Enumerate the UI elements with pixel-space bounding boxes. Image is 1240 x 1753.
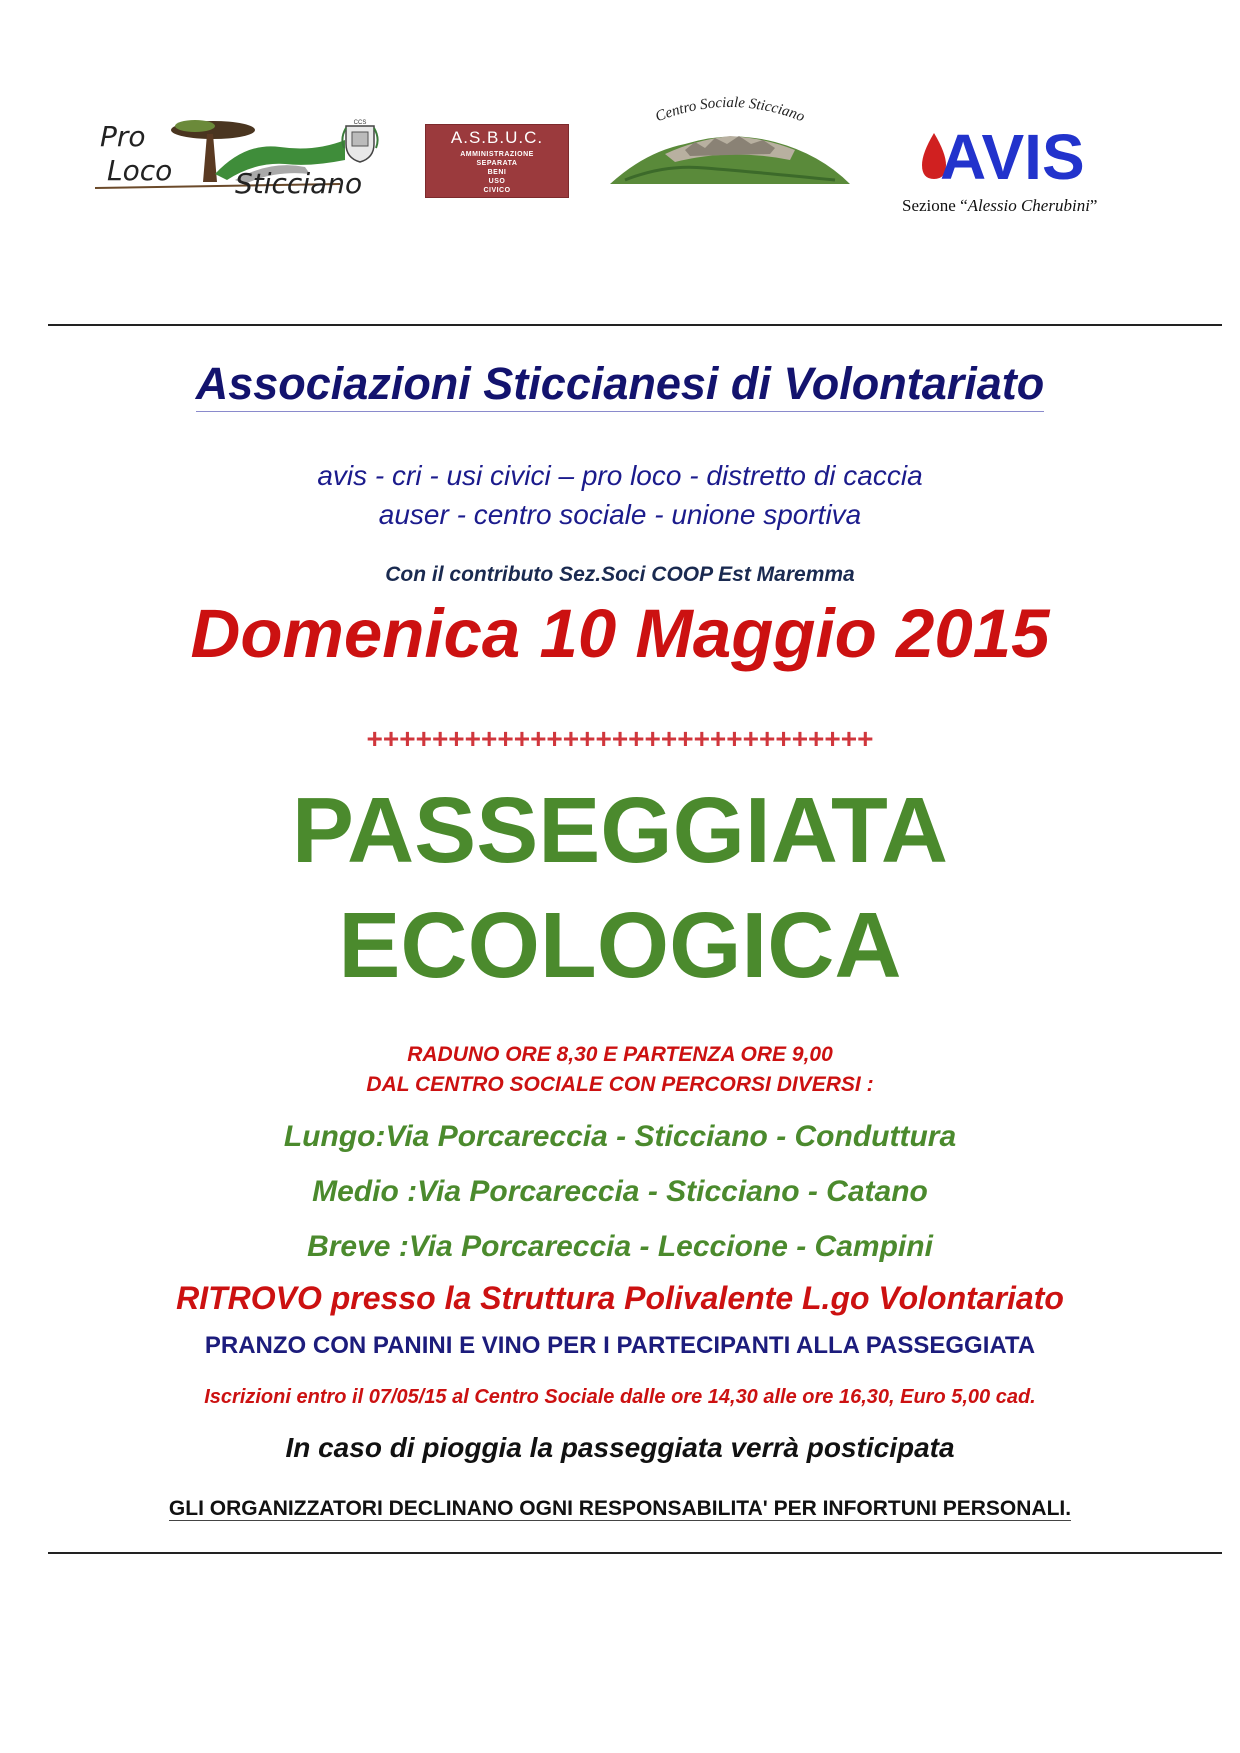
- avis-section-name: Alessio Cherubini: [967, 196, 1090, 215]
- contribution-note: Con il contributo Sez.Soci COOP Est Maremma: [385, 563, 855, 586]
- associations-line: auser - centro sociale - unione sportiva: [378, 499, 862, 530]
- plus-separator: +++++++++++++++++++++++++++++++: [366, 723, 874, 754]
- proloco-word-loco: Loco: [107, 154, 173, 187]
- event-title-line2: ECOLOGICA: [338, 893, 902, 997]
- avis-section-prefix: Sezione “: [902, 196, 968, 215]
- avis-wordmark: [918, 125, 1118, 185]
- lunch-info: PRANZO CON PANINI E VINO PER I PARTECIPANTI ALLA PASSEGGIATA: [204, 1332, 1036, 1359]
- centro-sociale-graphic: [605, 92, 855, 192]
- asbuc-title: A.S.B.U.C.: [450, 128, 544, 147]
- asbuc-logo: [425, 124, 569, 198]
- asbuc-line: BENI: [487, 169, 507, 176]
- event-date: Domenica 10 Maggio 2015: [190, 595, 1050, 672]
- asbuc-line: CIVICO: [483, 187, 511, 194]
- top-divider: [48, 324, 1222, 326]
- registration-info: Iscrizioni entro il 07/05/15 al Centro Sociale dalle ore 14,30 alle ore 16,30, Euro 5,00 cad.: [204, 1386, 1036, 1408]
- avis-logo: [918, 125, 1118, 185]
- rain-notice: In caso di pioggia la passeggiata verrà posticipata: [285, 1432, 955, 1463]
- disclaimer: [0, 1497, 1240, 1521]
- associations-line: avis - cri - usi civici – pro loco - distretto di caccia: [317, 460, 923, 491]
- route-lungo: Lungo:Via Porcareccia - Sticciano - Conduttura: [283, 1120, 957, 1153]
- centro-arc-text: Centro Sociale Sticciano: [653, 94, 807, 126]
- svg-text:Centro Sociale Sticciano: [653, 95, 807, 125]
- page-title-text: Associazioni Sticcianesi di Volontariato: [196, 358, 1045, 412]
- proloco-word-pro: Pro: [100, 120, 146, 153]
- meeting-line: RADUNO ORE 8,30 E PARTENZA ORE 9,00: [407, 1043, 833, 1066]
- asbuc-line: USO: [488, 178, 506, 185]
- disclaimer-text: GLI ORGANIZZATORI DECLINANO OGNI RESPONSABILITA' PER INFORTUNI PERSONALI.: [168, 1497, 1072, 1520]
- page-title: [0, 358, 1240, 410]
- meeting-place: RITROVO presso la Struttura Polivalente L.go Volontariato: [176, 1280, 1064, 1316]
- proloco-word-sticciano: Sticciano: [235, 167, 363, 200]
- avis-section: [902, 196, 1152, 216]
- meeting-line: DAL CENTRO SOCIALE CON PERCORSI DIVERSI :: [366, 1073, 874, 1096]
- crest-label: CCS: [353, 120, 367, 126]
- centro-sociale-logo: [605, 92, 855, 192]
- bottom-divider: [48, 1552, 1222, 1554]
- route-breve: Breve :Via Porcareccia - Leccione - Campini: [307, 1230, 933, 1263]
- proloco-logo: [95, 112, 385, 202]
- crest-icon: [340, 118, 380, 164]
- event-title-line1: PASSEGGIATA: [291, 778, 949, 882]
- avis-section-suffix: ”: [1089, 196, 1098, 215]
- route-medio: Medio :Via Porcareccia - Sticciano - Catano: [312, 1175, 928, 1208]
- asbuc-line: AMMINISTRAZIONE: [460, 151, 534, 158]
- asbuc-line: SEPARATA: [476, 160, 518, 167]
- avis-name: AVIS: [940, 125, 1085, 185]
